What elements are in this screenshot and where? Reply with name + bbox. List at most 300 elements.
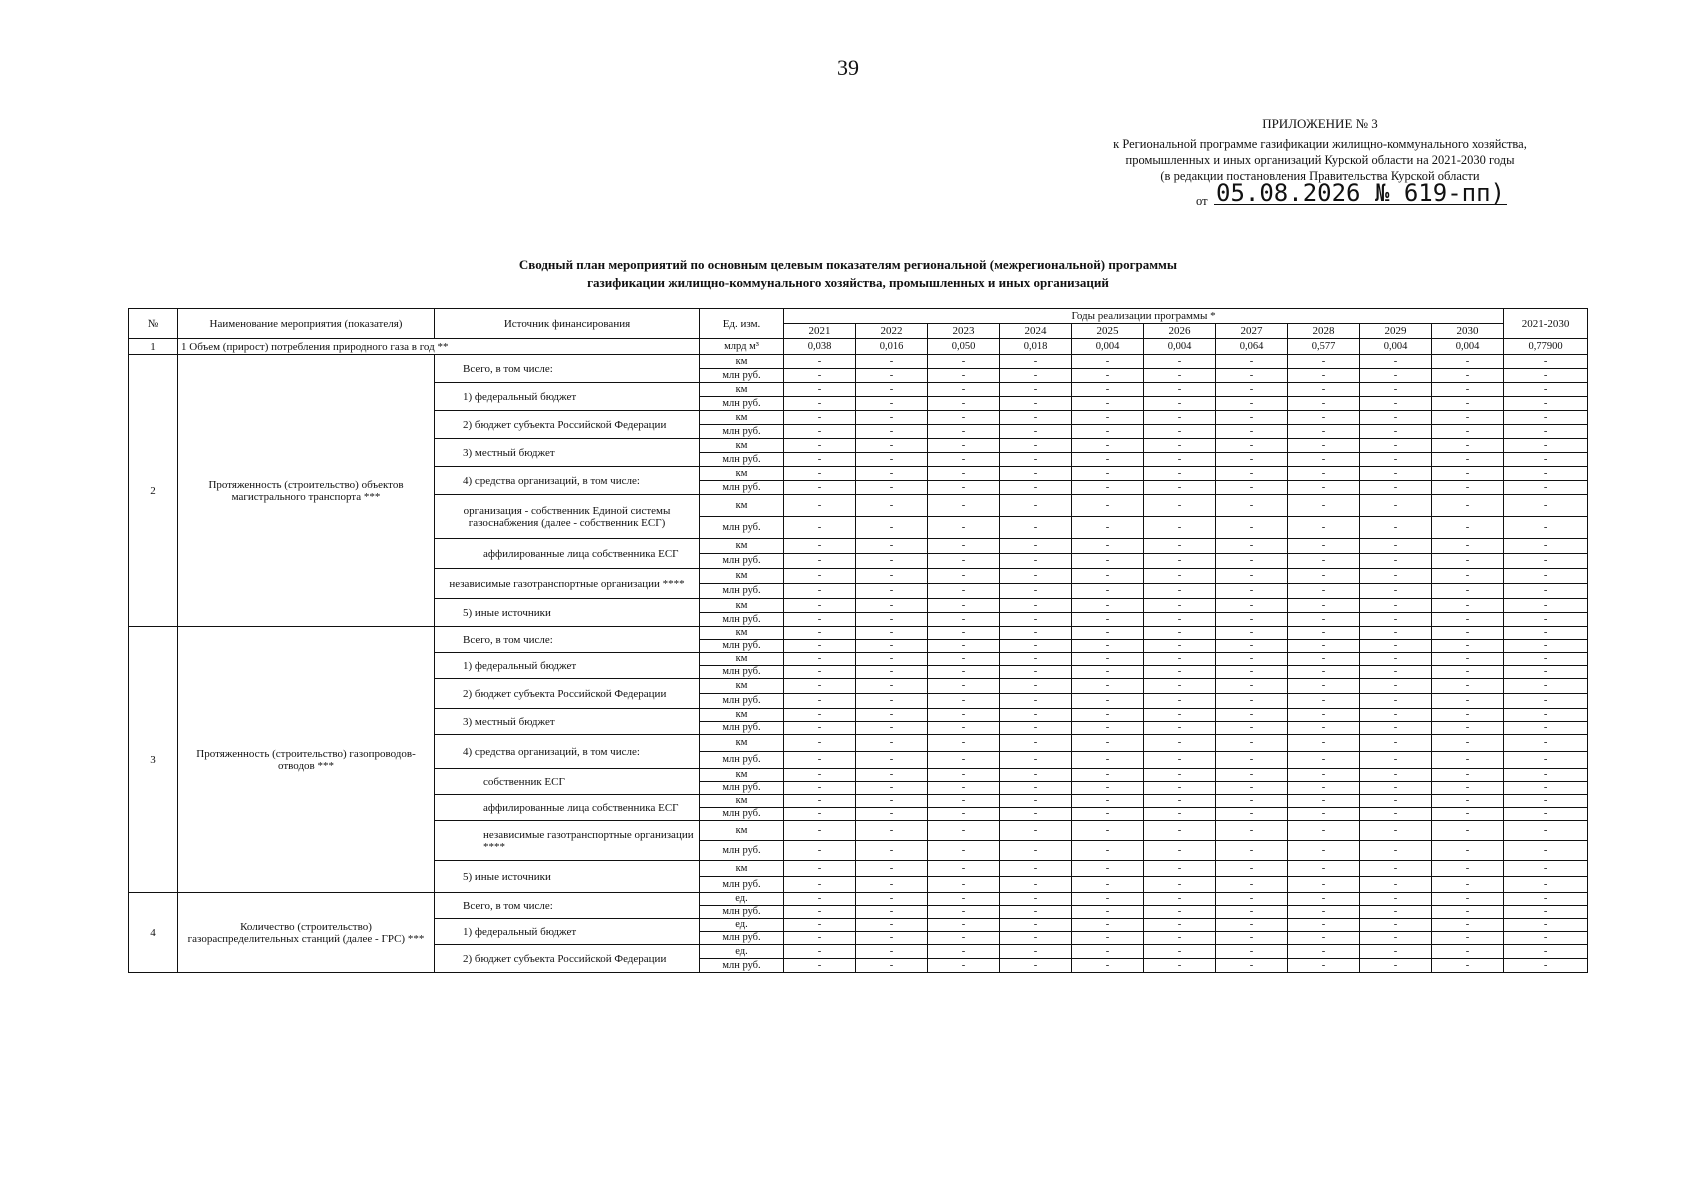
- value-cell: -: [856, 769, 928, 782]
- value-cell: -: [1000, 539, 1072, 554]
- unit-cell: млн руб.: [700, 752, 784, 769]
- total-cell: -: [1504, 481, 1588, 495]
- value-cell: -: [1432, 795, 1504, 808]
- value-cell: -: [928, 795, 1000, 808]
- value-cell: -: [856, 841, 928, 861]
- value-cell: -: [1144, 666, 1216, 679]
- header-year: 2026: [1144, 324, 1216, 339]
- unit-cell: ед.: [700, 945, 784, 959]
- value-cell: -: [1216, 906, 1288, 919]
- value-cell: -: [1288, 627, 1360, 640]
- value-cell: -: [1072, 453, 1144, 467]
- unit-cell: км: [700, 653, 784, 666]
- total-cell: -: [1504, 584, 1588, 599]
- value-cell: -: [1072, 722, 1144, 735]
- value-cell: -: [1432, 425, 1504, 439]
- value-cell: -: [1360, 467, 1432, 481]
- value-cell: -: [1144, 539, 1216, 554]
- unit-cell: млн руб.: [700, 694, 784, 709]
- value-cell: -: [928, 599, 1000, 613]
- value-cell: -: [1288, 481, 1360, 495]
- total-cell: -: [1504, 599, 1588, 613]
- value-cell: -: [784, 709, 856, 722]
- source-cell: Всего, в том числе:: [435, 355, 700, 383]
- total-cell: -: [1504, 369, 1588, 383]
- value-cell: -: [1216, 782, 1288, 795]
- unit-cell: млн руб.: [700, 425, 784, 439]
- value-cell: -: [1432, 554, 1504, 569]
- total-cell: -: [1504, 722, 1588, 735]
- value-cell: -: [928, 369, 1000, 383]
- value-cell: -: [928, 841, 1000, 861]
- value-cell: -: [1072, 752, 1144, 769]
- value-cell: -: [1000, 694, 1072, 709]
- value-cell: -: [928, 495, 1000, 517]
- value-cell: -: [1216, 808, 1288, 821]
- value-cell: -: [1000, 599, 1072, 613]
- value-cell: -: [856, 599, 928, 613]
- value-cell: -: [1072, 945, 1144, 959]
- source-cell: 1) федеральный бюджет: [435, 653, 700, 679]
- value-cell: -: [1288, 795, 1360, 808]
- value-cell: -: [1144, 411, 1216, 425]
- value-cell: -: [856, 906, 928, 919]
- value-cell: -: [1144, 397, 1216, 411]
- value-cell: -: [1000, 517, 1072, 539]
- value-cell: -: [928, 554, 1000, 569]
- total-cell: -: [1504, 782, 1588, 795]
- value-cell: -: [1144, 517, 1216, 539]
- value-cell: -: [1432, 613, 1504, 627]
- value-cell: -: [856, 495, 928, 517]
- unit-cell: км: [700, 769, 784, 782]
- value-cell: -: [1144, 369, 1216, 383]
- value-cell: -: [1432, 782, 1504, 795]
- total-cell: -: [1504, 694, 1588, 709]
- value-cell: -: [928, 627, 1000, 640]
- value-cell: -: [1000, 735, 1072, 752]
- source-cell: независимые газотранспортные организации ****: [435, 569, 700, 599]
- value-cell: -: [856, 539, 928, 554]
- value-cell: -: [1288, 959, 1360, 973]
- value-cell: -: [1072, 841, 1144, 861]
- unit-cell: млн руб.: [700, 369, 784, 383]
- value-cell: -: [1432, 569, 1504, 584]
- value-cell: -: [1216, 959, 1288, 973]
- value-cell: -: [1000, 821, 1072, 841]
- value-cell: -: [1360, 769, 1432, 782]
- value-cell: -: [784, 467, 856, 481]
- value-cell: -: [1288, 569, 1360, 584]
- value-cell: -: [856, 383, 928, 397]
- value-cell: -: [1432, 653, 1504, 666]
- value-cell: -: [856, 752, 928, 769]
- value-cell: -: [1288, 539, 1360, 554]
- unit-cell: млн руб.: [700, 906, 784, 919]
- source-cell: 3) местный бюджет: [435, 709, 700, 735]
- total-cell: 0,77900: [1504, 339, 1588, 355]
- value-cell: -: [928, 752, 1000, 769]
- value-cell: -: [1288, 877, 1360, 893]
- group-num: 3: [129, 627, 178, 893]
- header-year: 2024: [1000, 324, 1072, 339]
- value-cell: -: [1072, 397, 1144, 411]
- value-cell: -: [928, 569, 1000, 584]
- value-cell: -: [856, 821, 928, 841]
- value-cell: -: [1360, 752, 1432, 769]
- value-cell: -: [928, 439, 1000, 453]
- value-cell: -: [1360, 782, 1432, 795]
- value-cell: -: [856, 425, 928, 439]
- value-cell: -: [1144, 959, 1216, 973]
- value-cell: -: [784, 397, 856, 411]
- value-cell: -: [1072, 517, 1144, 539]
- value-cell: -: [1000, 877, 1072, 893]
- value-cell: -: [1000, 709, 1072, 722]
- value-cell: -: [1000, 613, 1072, 627]
- value-cell: -: [856, 679, 928, 694]
- value-cell: -: [1216, 599, 1288, 613]
- value-cell: -: [928, 735, 1000, 752]
- value-cell: -: [784, 411, 856, 425]
- value-cell: -: [856, 666, 928, 679]
- value-cell: -: [856, 694, 928, 709]
- value-cell: -: [1360, 795, 1432, 808]
- value-cell: -: [856, 893, 928, 906]
- total-cell: -: [1504, 906, 1588, 919]
- value-cell: -: [1144, 481, 1216, 495]
- total-cell: -: [1504, 517, 1588, 539]
- unit-cell: млн руб.: [700, 841, 784, 861]
- value-cell: -: [1072, 959, 1144, 973]
- value-cell: -: [928, 808, 1000, 821]
- value-cell: -: [1000, 397, 1072, 411]
- value-cell: -: [1072, 919, 1144, 932]
- value-cell: -: [1144, 425, 1216, 439]
- value-cell: -: [1144, 735, 1216, 752]
- value-cell: -: [784, 369, 856, 383]
- value-cell: -: [1216, 627, 1288, 640]
- value-cell: -: [1144, 355, 1216, 369]
- value-cell: -: [784, 821, 856, 841]
- value-cell: -: [1144, 627, 1216, 640]
- value-cell: -: [784, 355, 856, 369]
- value-cell: -: [1144, 906, 1216, 919]
- value-cell: -: [1144, 709, 1216, 722]
- value-cell: -: [1432, 383, 1504, 397]
- value-cell: -: [1000, 782, 1072, 795]
- source-cell: Всего, в том числе:: [435, 893, 700, 919]
- value-cell: -: [784, 653, 856, 666]
- value-cell: -: [1432, 808, 1504, 821]
- value-cell: -: [1144, 808, 1216, 821]
- value-cell: -: [856, 554, 928, 569]
- value-cell: -: [1000, 425, 1072, 439]
- value-cell: -: [1432, 411, 1504, 425]
- source-cell: 5) иные источники: [435, 599, 700, 627]
- value-cell: -: [1360, 679, 1432, 694]
- value-cell: -: [856, 653, 928, 666]
- value-cell: -: [1288, 640, 1360, 653]
- value-cell: -: [928, 722, 1000, 735]
- value-cell: -: [1000, 666, 1072, 679]
- value-cell: -: [1072, 769, 1144, 782]
- value-cell: -: [1216, 769, 1288, 782]
- value-cell: -: [1072, 613, 1144, 627]
- value-cell: -: [1144, 653, 1216, 666]
- value-cell: 0,050: [928, 339, 1000, 355]
- value-cell: -: [856, 481, 928, 495]
- document-title-line-2: газификации жилищно-коммунального хозяйства, промышленных и иных организаций: [587, 275, 1109, 290]
- value-cell: -: [1288, 599, 1360, 613]
- value-cell: -: [1216, 932, 1288, 945]
- value-cell: -: [928, 613, 1000, 627]
- value-cell: 0,004: [1360, 339, 1432, 355]
- value-cell: -: [1000, 453, 1072, 467]
- value-cell: -: [1432, 369, 1504, 383]
- value-cell: 0,004: [1432, 339, 1504, 355]
- value-cell: -: [1000, 355, 1072, 369]
- value-cell: -: [1432, 861, 1504, 877]
- unit-cell: млн руб.: [700, 517, 784, 539]
- value-cell: -: [1360, 554, 1432, 569]
- value-cell: -: [1000, 861, 1072, 877]
- header-year: 2025: [1072, 324, 1144, 339]
- unit-cell: км: [700, 439, 784, 453]
- row-num: 1: [129, 339, 178, 355]
- value-cell: -: [1000, 919, 1072, 932]
- total-cell: -: [1504, 439, 1588, 453]
- value-cell: -: [856, 959, 928, 973]
- value-cell: -: [1360, 355, 1432, 369]
- value-cell: -: [1288, 584, 1360, 599]
- total-cell: -: [1504, 893, 1588, 906]
- value-cell: -: [1360, 439, 1432, 453]
- value-cell: -: [1360, 599, 1432, 613]
- value-cell: -: [1072, 861, 1144, 877]
- value-cell: -: [1288, 735, 1360, 752]
- value-cell: -: [1216, 453, 1288, 467]
- value-cell: -: [1432, 959, 1504, 973]
- value-cell: -: [1144, 945, 1216, 959]
- value-cell: -: [1072, 495, 1144, 517]
- total-cell: -: [1504, 383, 1588, 397]
- value-cell: -: [1216, 919, 1288, 932]
- header-num: №: [129, 309, 178, 339]
- unit-cell: млн руб.: [700, 640, 784, 653]
- value-cell: -: [1000, 752, 1072, 769]
- value-cell: -: [928, 666, 1000, 679]
- value-cell: -: [784, 495, 856, 517]
- total-cell: -: [1504, 397, 1588, 411]
- value-cell: -: [1432, 722, 1504, 735]
- value-cell: -: [1216, 821, 1288, 841]
- unit-cell: млн руб.: [700, 584, 784, 599]
- value-cell: -: [1432, 906, 1504, 919]
- value-cell: -: [1216, 694, 1288, 709]
- value-cell: -: [1000, 383, 1072, 397]
- header-years-group: Годы реализации программы *: [784, 309, 1504, 324]
- value-cell: -: [928, 877, 1000, 893]
- value-cell: -: [784, 613, 856, 627]
- table-row: [129, 355, 1588, 369]
- value-cell: -: [928, 467, 1000, 481]
- table-row: [129, 893, 1588, 906]
- value-cell: -: [1432, 495, 1504, 517]
- value-cell: -: [1288, 769, 1360, 782]
- total-cell: -: [1504, 411, 1588, 425]
- value-cell: 0,018: [1000, 339, 1072, 355]
- value-cell: -: [1072, 584, 1144, 599]
- value-cell: -: [928, 653, 1000, 666]
- value-cell: -: [1072, 425, 1144, 439]
- value-cell: -: [1288, 517, 1360, 539]
- group-name: Количество (строительство) газораспределительных станций (далее - ГРС) ***: [178, 893, 435, 973]
- value-cell: -: [1288, 453, 1360, 467]
- total-cell: -: [1504, 769, 1588, 782]
- value-cell: -: [1288, 383, 1360, 397]
- value-cell: -: [1360, 369, 1432, 383]
- value-cell: -: [1072, 355, 1144, 369]
- value-cell: -: [1288, 425, 1360, 439]
- value-cell: -: [1360, 411, 1432, 425]
- total-cell: -: [1504, 539, 1588, 554]
- total-cell: -: [1504, 453, 1588, 467]
- total-cell: -: [1504, 495, 1588, 517]
- appendix-title: ПРИЛОЖЕНИЕ № 3: [1262, 116, 1378, 131]
- value-cell: -: [1072, 653, 1144, 666]
- value-cell: -: [1144, 383, 1216, 397]
- value-cell: -: [1288, 467, 1360, 481]
- total-cell: -: [1504, 932, 1588, 945]
- unit-cell: млн руб.: [700, 554, 784, 569]
- value-cell: -: [928, 355, 1000, 369]
- value-cell: -: [1432, 640, 1504, 653]
- value-cell: -: [784, 769, 856, 782]
- table-row: [129, 627, 1588, 640]
- value-cell: -: [856, 932, 928, 945]
- value-cell: -: [1432, 439, 1504, 453]
- value-cell: -: [784, 554, 856, 569]
- value-cell: -: [928, 517, 1000, 539]
- value-cell: -: [928, 453, 1000, 467]
- value-cell: -: [1288, 613, 1360, 627]
- value-cell: -: [856, 369, 928, 383]
- value-cell: -: [1000, 627, 1072, 640]
- value-cell: -: [856, 411, 928, 425]
- value-cell: -: [784, 666, 856, 679]
- value-cell: -: [784, 517, 856, 539]
- total-cell: -: [1504, 795, 1588, 808]
- value-cell: -: [784, 722, 856, 735]
- value-cell: 0,038: [784, 339, 856, 355]
- unit-cell: км: [700, 355, 784, 369]
- value-cell: -: [928, 694, 1000, 709]
- value-cell: -: [1360, 640, 1432, 653]
- value-cell: -: [1432, 679, 1504, 694]
- value-cell: -: [1288, 439, 1360, 453]
- value-cell: -: [1216, 439, 1288, 453]
- unit-cell: км: [700, 795, 784, 808]
- unit-cell: млн руб.: [700, 722, 784, 735]
- value-cell: -: [1432, 453, 1504, 467]
- total-cell: -: [1504, 467, 1588, 481]
- source-cell: 3) местный бюджет: [435, 439, 700, 467]
- value-cell: -: [1072, 481, 1144, 495]
- value-cell: -: [1432, 467, 1504, 481]
- value-cell: -: [1072, 627, 1144, 640]
- value-cell: -: [1072, 877, 1144, 893]
- value-cell: -: [928, 584, 1000, 599]
- value-cell: -: [1000, 679, 1072, 694]
- unit-cell: ед.: [700, 919, 784, 932]
- value-cell: -: [1216, 495, 1288, 517]
- value-cell: -: [1360, 517, 1432, 539]
- value-cell: -: [784, 795, 856, 808]
- value-cell: -: [1360, 722, 1432, 735]
- total-cell: -: [1504, 425, 1588, 439]
- value-cell: -: [928, 679, 1000, 694]
- value-cell: -: [1288, 397, 1360, 411]
- header-year: 2022: [856, 324, 928, 339]
- value-cell: -: [1000, 554, 1072, 569]
- value-cell: -: [928, 959, 1000, 973]
- value-cell: -: [784, 919, 856, 932]
- value-cell: -: [784, 877, 856, 893]
- value-cell: -: [1000, 795, 1072, 808]
- value-cell: -: [1000, 932, 1072, 945]
- source-cell: 2) бюджет субъекта Российской Федерации: [435, 411, 700, 439]
- header-year: 2021: [784, 324, 856, 339]
- value-cell: -: [1360, 821, 1432, 841]
- value-cell: -: [784, 453, 856, 467]
- appendix-block: [1070, 116, 1570, 206]
- unit-cell: млн руб.: [700, 666, 784, 679]
- value-cell: -: [928, 919, 1000, 932]
- value-cell: -: [856, 397, 928, 411]
- value-cell: -: [1360, 694, 1432, 709]
- value-cell: -: [1000, 569, 1072, 584]
- value-cell: -: [784, 679, 856, 694]
- unit-cell: км: [700, 627, 784, 640]
- value-cell: -: [928, 397, 1000, 411]
- value-cell: -: [1360, 569, 1432, 584]
- value-cell: -: [1000, 893, 1072, 906]
- value-cell: -: [856, 355, 928, 369]
- total-cell: -: [1504, 640, 1588, 653]
- value-cell: -: [1288, 666, 1360, 679]
- value-cell: -: [1432, 919, 1504, 932]
- value-cell: -: [1288, 945, 1360, 959]
- plan-table: [128, 308, 1588, 973]
- value-cell: -: [856, 782, 928, 795]
- value-cell: -: [1288, 752, 1360, 769]
- source-cell: независимые газотранспортные организации ****: [435, 821, 700, 861]
- value-cell: -: [1432, 932, 1504, 945]
- value-cell: -: [1144, 752, 1216, 769]
- source-cell: собственник ЕСГ: [435, 769, 700, 795]
- value-cell: -: [1288, 554, 1360, 569]
- value-cell: -: [928, 893, 1000, 906]
- value-cell: -: [1432, 893, 1504, 906]
- value-cell: -: [928, 539, 1000, 554]
- row-name: 1 Объем (прирост) потребления природного газа в год **: [178, 339, 700, 355]
- value-cell: -: [1432, 821, 1504, 841]
- value-cell: -: [1360, 906, 1432, 919]
- value-cell: -: [1216, 569, 1288, 584]
- value-cell: -: [928, 932, 1000, 945]
- value-cell: -: [1144, 584, 1216, 599]
